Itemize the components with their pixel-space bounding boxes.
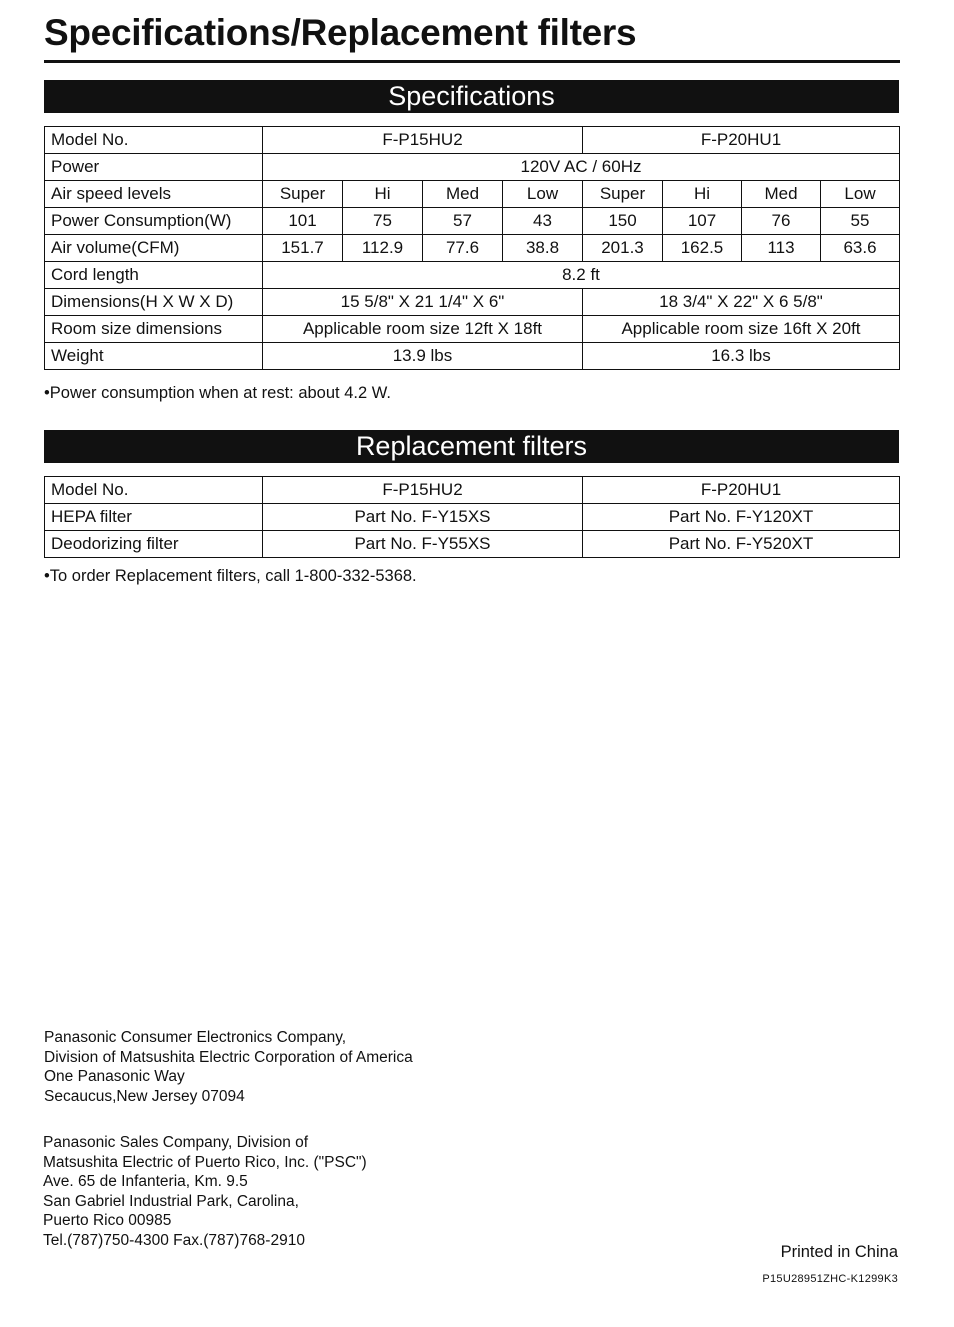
address-line: Matsushita Electric of Puerto Rico, Inc. ("PSC")	[43, 1153, 367, 1171]
spec-row-air-volume	[45, 235, 900, 262]
spec-row-air-speed	[45, 181, 900, 208]
filter-label-deodorizing: Deodorizing filter	[45, 531, 263, 558]
speed-cell: Super	[263, 181, 343, 208]
air-volume-cell: 201.3	[583, 235, 663, 262]
filter-deodorizing-2: Part No. F-Y520XT	[583, 531, 900, 558]
spec-note: •Power consumption when at rest: about 4.2 W.	[44, 384, 391, 402]
spec-row-cord	[45, 262, 900, 289]
speed-cell: Med	[423, 181, 503, 208]
replacement-heading: Replacement filters	[44, 430, 899, 463]
address-line: Panasonic Consumer Electronics Company,	[44, 1029, 347, 1046]
spec-label-model: Model No.	[45, 127, 263, 154]
spec-row-dimensions	[45, 289, 900, 316]
air-volume-cell: 162.5	[663, 235, 742, 262]
filter-deodorizing-1: Part No. F-Y55XS	[263, 531, 583, 558]
filter-model-1: F-P15HU2	[263, 477, 583, 504]
address-line: Secaucus,New Jersey 07094	[44, 1087, 245, 1105]
specifications-heading: Specifications	[44, 80, 899, 113]
filter-row-model	[45, 477, 900, 504]
spec-room-2: Applicable room size 16ft X 20ft	[583, 316, 900, 343]
speed-cell: Hi	[663, 181, 742, 208]
spec-label-room: Room size dimensions	[45, 316, 263, 343]
spec-label-consumption: Power Consumption(W)	[45, 208, 263, 235]
filter-row-hepa	[45, 504, 900, 531]
spec-weight-2: 16.3 lbs	[583, 343, 900, 370]
spec-weight-1: 13.9 lbs	[263, 343, 583, 370]
document-code: P15U28951ZHC-K1299K3	[762, 1273, 898, 1285]
speed-cell: Med	[742, 181, 821, 208]
address-line: Division of Matsushita Electric Corporation of America	[44, 1048, 413, 1066]
spec-row-consumption	[45, 208, 900, 235]
spec-cord-value: 8.2 ft	[263, 262, 900, 289]
address-line: Panasonic Sales Company, Division of	[43, 1134, 309, 1151]
speed-cell: Low	[503, 181, 583, 208]
spec-label-air-speed: Air speed levels	[45, 181, 263, 208]
spec-row-power	[45, 154, 900, 181]
air-volume-cell: 112.9	[343, 235, 423, 262]
replacement-table	[44, 476, 900, 558]
spec-dimensions-1: 15 5/8" X 21 1/4" X 6"	[263, 289, 583, 316]
consumption-cell: 150	[583, 208, 663, 235]
filter-label-model: Model No.	[45, 477, 263, 504]
air-volume-cell: 38.8	[503, 235, 583, 262]
spec-model-2: F-P20HU1	[583, 127, 900, 154]
filter-label-hepa: HEPA filter	[45, 504, 263, 531]
air-volume-cell: 63.6	[821, 235, 900, 262]
spec-model-1: F-P15HU2	[263, 127, 583, 154]
specifications-table	[44, 126, 900, 370]
speed-cell: Low	[821, 181, 900, 208]
air-volume-cell: 113	[742, 235, 821, 262]
address-line: One Panasonic Way	[44, 1068, 185, 1086]
air-volume-cell: 77.6	[423, 235, 503, 262]
address-line: Puerto Rico 00985	[43, 1212, 172, 1230]
consumption-cell: 55	[821, 208, 900, 235]
spec-room-1: Applicable room size 12ft X 18ft	[263, 316, 583, 343]
consumption-cell: 75	[343, 208, 423, 235]
consumption-cell: 57	[423, 208, 503, 235]
consumption-cell: 76	[742, 208, 821, 235]
spec-row-model	[45, 127, 900, 154]
address-line: San Gabriel Industrial Park, Carolina,	[43, 1192, 299, 1210]
address-line: Ave. 65 de Infanteria, Km. 9.5	[43, 1173, 248, 1191]
filter-row-deodorizing	[45, 531, 900, 558]
address-line: Tel.(787)750-4300 Fax.(787)768-2910	[43, 1231, 305, 1249]
speed-cell: Hi	[343, 181, 423, 208]
spec-label-weight: Weight	[45, 343, 263, 370]
spec-row-weight	[45, 343, 900, 370]
address-block-2	[43, 1133, 367, 1251]
replacement-note: •To order Replacement filters, call 1-800-332-5368.	[44, 567, 417, 585]
filter-hepa-2: Part No. F-Y120XT	[583, 504, 900, 531]
filter-model-2: F-P20HU1	[583, 477, 900, 504]
address-block-1	[44, 1028, 413, 1106]
spec-power-value: 120V AC / 60Hz	[263, 154, 900, 181]
air-volume-cell: 151.7	[263, 235, 343, 262]
spec-label-dimensions: Dimensions(H X W X D)	[45, 289, 263, 316]
spec-label-air-volume: Air volume(CFM)	[45, 235, 263, 262]
spec-dimensions-2: 18 3/4" X 22" X 6 5/8"	[583, 289, 900, 316]
spec-label-power: Power	[45, 154, 263, 181]
speed-cell: Super	[583, 181, 663, 208]
consumption-cell: 101	[263, 208, 343, 235]
printed-in-label: Printed in China	[780, 1243, 898, 1261]
page-title: Specifications/Replacement filters	[44, 12, 637, 53]
spec-label-cord: Cord length	[45, 262, 263, 289]
title-rule	[44, 60, 900, 63]
filter-hepa-1: Part No. F-Y15XS	[263, 504, 583, 531]
consumption-cell: 43	[503, 208, 583, 235]
consumption-cell: 107	[663, 208, 742, 235]
spec-row-room	[45, 316, 900, 343]
